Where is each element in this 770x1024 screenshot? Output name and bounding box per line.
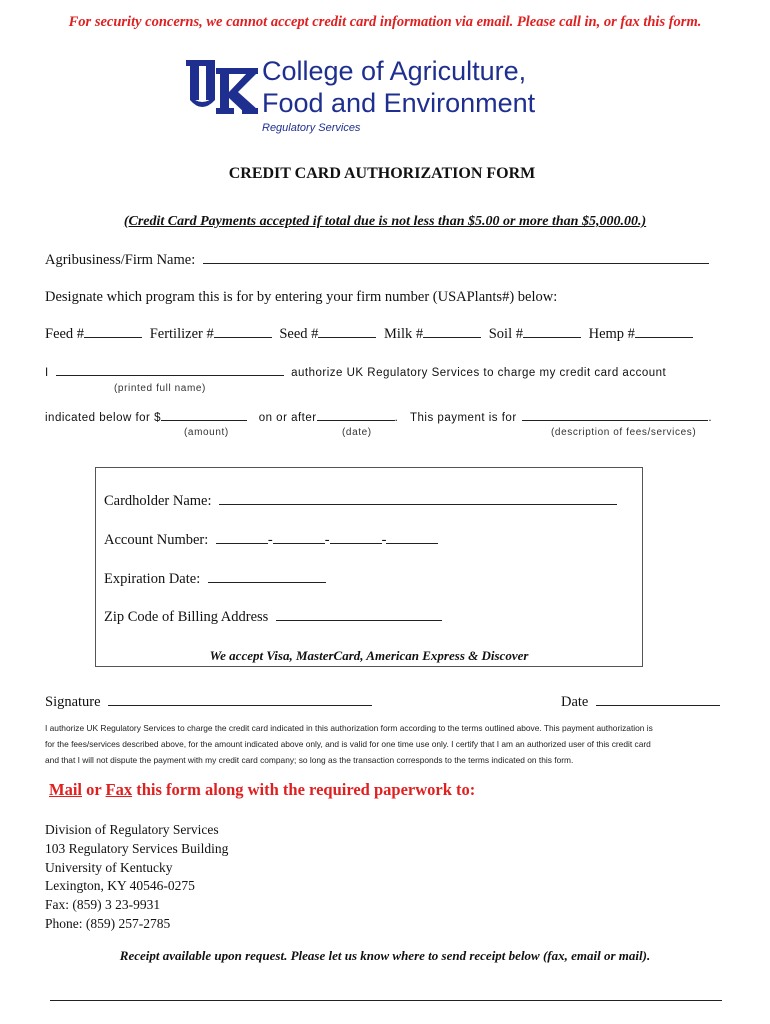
- program-hemp-label: Hemp #: [588, 326, 635, 342]
- fax-word: Fax: [105, 780, 133, 799]
- address-line: 103 Regulatory Services Building: [45, 840, 229, 856]
- fees-field[interactable]: [522, 420, 708, 421]
- legal-line: for the fees/services described above, for the amount indicated above only, and is valid for one time use only. I certify that I am an authorized user of this credit card: [45, 739, 651, 749]
- signature-date-row: [561, 694, 720, 711]
- receipt-destination-field[interactable]: [50, 1000, 722, 1001]
- fees-caption: (description of fees/services): [551, 427, 697, 438]
- expiration-label: Expiration Date:: [104, 571, 201, 587]
- printed-name-caption: (printed full name): [114, 383, 206, 394]
- date-field[interactable]: [317, 420, 395, 421]
- signature-date-field[interactable]: [596, 705, 720, 706]
- program-fertilizer-field[interactable]: [214, 337, 272, 338]
- account-row: Account Number: - - -: [104, 532, 438, 549]
- address-line: Division of Regulatory Services: [45, 822, 219, 837]
- mail-word: Mail: [49, 780, 82, 799]
- card-details-box: [95, 467, 643, 667]
- program-hemp-field[interactable]: [635, 337, 693, 338]
- firm-name-field[interactable]: [203, 263, 709, 264]
- accepted-cards: We accept Visa, MasterCard, American Express & Discover: [209, 648, 529, 663]
- firm-name-label: Agribusiness/Firm Name:: [45, 252, 196, 268]
- legal-line: I authorize UK Regulatory Services to charge the credit card indicated in this authorization form according to the terms outlined above. This payment authorization is: [45, 723, 653, 733]
- account-field-4[interactable]: [386, 543, 438, 544]
- address-line: Lexington, KY 40546-0275: [45, 878, 195, 894]
- mail-heading-rest: this form along with the required paperwork to:: [136, 780, 476, 799]
- or-word: or: [86, 780, 102, 799]
- logo-line-1: College of Agriculture,: [262, 56, 527, 86]
- payment-for-label: This payment is for: [410, 412, 517, 424]
- firm-name-row: [45, 252, 709, 269]
- expiration-row: [104, 571, 326, 588]
- signature-label: Signature: [45, 694, 101, 710]
- signature-field[interactable]: [108, 705, 372, 706]
- program-soil-field[interactable]: [523, 337, 581, 338]
- date-period: .: [394, 412, 399, 424]
- printed-name-field[interactable]: [56, 375, 284, 376]
- program-seed-field[interactable]: [318, 337, 376, 338]
- account-field-3[interactable]: [330, 543, 382, 544]
- program-feed-label: Feed #: [45, 326, 85, 342]
- authorize-row: [45, 367, 666, 379]
- program-milk-label: Milk #: [384, 326, 424, 342]
- account-field-1[interactable]: [216, 543, 268, 544]
- expiration-field[interactable]: [208, 582, 326, 583]
- mail-heading: [49, 780, 475, 800]
- account-label: Account Number:: [104, 532, 209, 548]
- form-subtitle: (Credit Card Payments accepted if total due is not less than $5.00 or more than $5,000.00.): [123, 214, 647, 229]
- authorize-suffix: authorize UK Regulatory Services to charge my credit card account: [291, 367, 667, 379]
- program-row: [45, 326, 693, 343]
- zip-field[interactable]: [276, 620, 442, 621]
- fees-end: .: [708, 412, 713, 424]
- amount-caption: (amount): [184, 427, 229, 438]
- legal-line: and that I will not dispute the payment with my credit card company; so long as the transaction corresponds to the terms indicated on this form.: [45, 755, 574, 765]
- uk-logo-mark: [186, 58, 258, 116]
- cardholder-field[interactable]: [219, 504, 617, 505]
- form-title: CREDIT CARD AUTHORIZATION FORM: [228, 165, 536, 182]
- zip-row: [104, 609, 442, 626]
- program-seed-label: Seed #: [279, 326, 319, 342]
- signature-date-label: Date: [561, 694, 589, 710]
- amount-label: indicated below for $: [45, 412, 161, 424]
- date-caption: (date): [342, 427, 372, 438]
- uk-logo: [186, 58, 258, 121]
- on-or-after-label: on or after: [258, 412, 317, 424]
- logo-line-3: Regulatory Services: [262, 122, 361, 134]
- security-notice: For security concerns, we cannot accept credit card information via email. Please call in, or fax this form.: [68, 14, 702, 30]
- program-feed-field[interactable]: [84, 337, 142, 338]
- mailing-address: [45, 821, 228, 934]
- authorize-prefix: I: [45, 367, 49, 379]
- program-soil-label: Soil #: [488, 326, 523, 342]
- zip-label: Zip Code of Billing Address: [104, 609, 269, 625]
- program-milk-field[interactable]: [423, 337, 481, 338]
- address-line: University of Kentucky: [45, 859, 173, 875]
- cardholder-row: [104, 493, 617, 510]
- receipt-note: Receipt available upon request. Please let us know where to send receipt below (fax, email or mail).: [119, 948, 651, 963]
- designate-text: Designate which program this is for by entering your firm number (USAPlants#) below:: [45, 289, 558, 305]
- amount-row: [45, 412, 712, 424]
- amount-field[interactable]: [161, 420, 247, 421]
- program-fertilizer-label: Fertilizer #: [149, 326, 214, 342]
- account-field-2[interactable]: [273, 543, 325, 544]
- legal-text: [45, 720, 653, 768]
- cardholder-label: Cardholder Name:: [104, 493, 212, 509]
- signature-row: [45, 694, 372, 711]
- address-line: Phone: (859) 257-2785: [45, 915, 171, 931]
- address-line: Fax: (859) 3 23-9931: [45, 897, 161, 913]
- logo-line-2: Food and Environment: [262, 88, 536, 118]
